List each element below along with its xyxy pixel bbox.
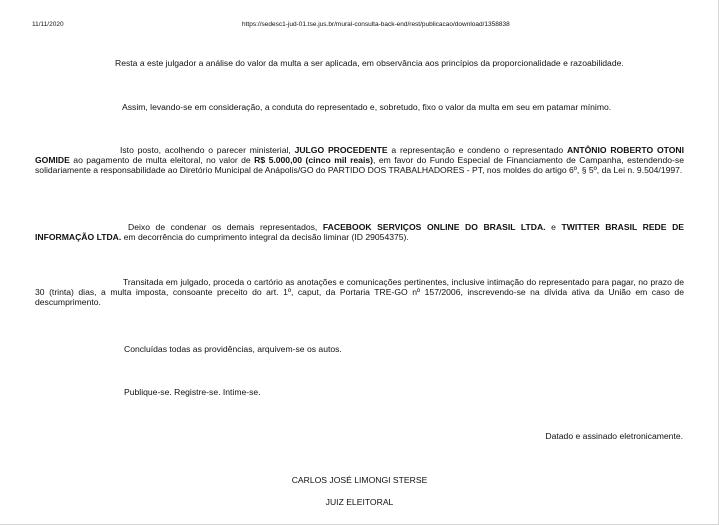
others-text-3: em decorrência do cumprimento integral da decisão liminar (ID 29054375).: [121, 232, 409, 242]
paragraph-archive: Concluídas todas as providências, arquivem-se os autos.: [124, 344, 342, 354]
paragraph-transit: [35, 277, 684, 307]
judgment-text-4: , em favor do Fundo Especial de Financiamento de Campanha, estendendo-se solidariamente a responsabilidade ao Diretório Municipal de Anápolis/GO do PARTIDO DOS TRABALHADORES - PT, nos moldes do artigo 6º, § 5º, da Lei n. 9.504/1997.: [35, 155, 684, 175]
print-date: 11/11/2020: [32, 21, 64, 28]
judgment-text-3: ao pagamento de multa eleitoral, no valor de: [69, 155, 255, 165]
others-text-1: Deixo de condenar os demais representados,: [128, 222, 323, 232]
paragraph-other-defendants: [35, 222, 684, 242]
paragraph-publish: Publique-se. Registre-se. Intime-se.: [124, 387, 261, 397]
fine-amount: R$ 5.000,00 (cinco mil reais): [254, 155, 373, 165]
twitter-name: TWITTER BRASIL REDE DE INFORMAÇÃO LTDA.: [35, 222, 685, 242]
transit-text: Transitada em julgado, proceda o cartório as anotações e comunicações pertinentes, inclusive intimação do representado para pagar, no prazo de 30 (trinta) dias, a multa imposta, consoante preceito do art. 1º, caput, da Portaria TRE-GO nº 157/2006, inscrevendo-se na dívida ativa da União em caso de descumprimento.: [35, 277, 684, 307]
facebook-name: FACEBOOK SERVIÇOS ONLINE DO BRASIL LTDA.: [322, 222, 546, 232]
judge-name: CARLOS JOSÉ LIMONGI STERSE: [291, 475, 428, 485]
paragraph-fine-value: Assim, levando-se em consideração, a conduta do representado e, sobretudo, fixo o valor da multa em seu em patamar mínimo.: [122, 102, 612, 112]
paragraph-judgment: [35, 145, 684, 175]
judgment-text-1: Isto posto, acolhendo o parecer ministerial,: [120, 145, 295, 155]
paragraph-fine-analysis: Resta a este julgador a análise do valor da multa a ser aplicada, em observância aos princípios da proporcionalidade e razoabilidade.: [115, 58, 624, 68]
others-text-2: e: [545, 222, 562, 232]
signed-note: Datado e assinado eletronicamente.: [545, 431, 683, 441]
defendant-name: ANTÔNIO ROBERTO OTONI GOMIDE: [35, 145, 684, 165]
judgment-verdict: JULGO PROCEDENTE: [294, 145, 388, 155]
judge-title: JUIZ ELEITORAL: [325, 497, 394, 507]
judgment-text-2: a representação e condeno o representado: [387, 145, 567, 155]
print-url: https://sedesc1-jud-01.tse.jus.br/mural-consulta-back-end/rest/publicacao/download/1358838: [242, 21, 510, 28]
